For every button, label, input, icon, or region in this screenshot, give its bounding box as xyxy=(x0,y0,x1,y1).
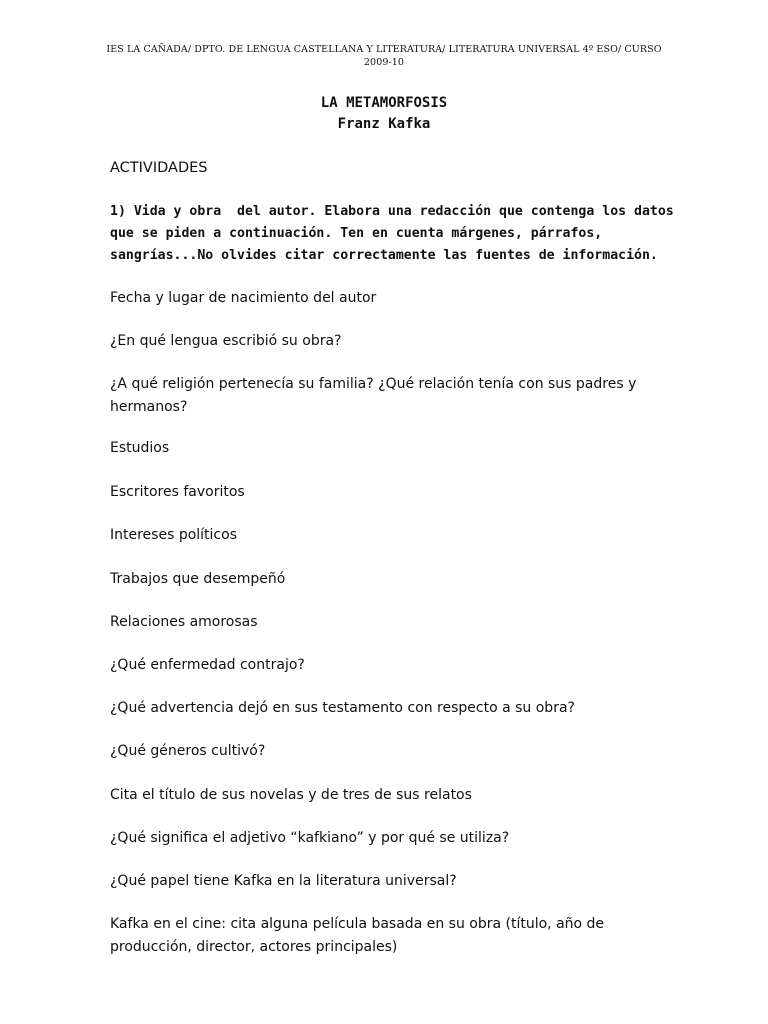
question-text: Relaciones amorosas xyxy=(110,614,258,630)
question-text: Estudios xyxy=(110,440,170,456)
question-text: ¿En qué lengua escribió su obra? xyxy=(110,333,342,349)
question-text: ¿Qué enfermedad contrajo? xyxy=(110,657,305,673)
question-item xyxy=(110,373,670,418)
question-item xyxy=(110,437,670,460)
activity-1-instructions xyxy=(110,201,674,267)
question-text: Fecha y lugar de nacimiento del autor xyxy=(110,290,377,306)
question-text: Escritores favoritos xyxy=(110,484,245,500)
title-block xyxy=(0,93,768,135)
work-title: LA METAMORFOSIS xyxy=(320,95,448,111)
author-name: Franz Kafka xyxy=(337,116,431,132)
section-label: ACTIVIDADES xyxy=(110,160,208,176)
question-text-continued: hermanos? xyxy=(110,398,188,415)
question-text: ¿A qué religión pertenecía su familia? ¿Qué relación tenía con sus padres y xyxy=(110,376,637,392)
question-item xyxy=(110,784,670,807)
question-item xyxy=(110,568,670,591)
question-text: ¿Qué advertencia dejó en sus testamento con respecto a su obra? xyxy=(110,700,575,716)
question-item xyxy=(110,287,670,310)
question-item xyxy=(110,524,670,547)
question-text: ¿Qué significa el adjetivo “kafkiano” y por qué se utiliza? xyxy=(110,830,510,846)
question-item xyxy=(110,481,670,504)
question-item xyxy=(110,330,670,353)
question-text: Kafka en el cine: cita alguna película basada en su obra (título, año de xyxy=(110,916,605,932)
question-text: ¿Qué papel tiene Kafka en la literatura universal? xyxy=(110,873,457,889)
header-line-2: 2009-10 xyxy=(363,57,405,68)
question-item xyxy=(110,870,670,893)
question-text: Cita el título de sus novelas y de tres de sus relatos xyxy=(110,787,472,803)
header-line-1: IES LA CAÑADA/ DPTO. DE LENGUA CASTELLANA Y LITERATURA/ LITERATURA UNIVERSAL 4º ESO/ CURSO xyxy=(106,44,662,55)
question-item xyxy=(110,913,670,958)
activity-1-line-3: sangrías...No olvides citar correctamente las fuentes de información. xyxy=(110,248,658,263)
question-item xyxy=(110,827,670,850)
question-text: Trabajos que desempeñó xyxy=(110,571,286,587)
question-item xyxy=(110,654,670,677)
question-text-continued: producción, director, actores principales) xyxy=(110,938,398,955)
question-item xyxy=(110,611,670,634)
activity-1-line-1: 1) Vida y obra del autor. Elabora una redacción que contenga los datos xyxy=(110,204,674,219)
question-text: Intereses políticos xyxy=(110,527,237,543)
question-item xyxy=(110,740,670,763)
question-text: ¿Qué géneros cultivó? xyxy=(110,743,266,759)
page-header xyxy=(60,43,708,69)
activity-1-line-2: que se piden a continuación. Ten en cuenta márgenes, párrafos, xyxy=(110,226,603,241)
question-item xyxy=(110,697,670,720)
